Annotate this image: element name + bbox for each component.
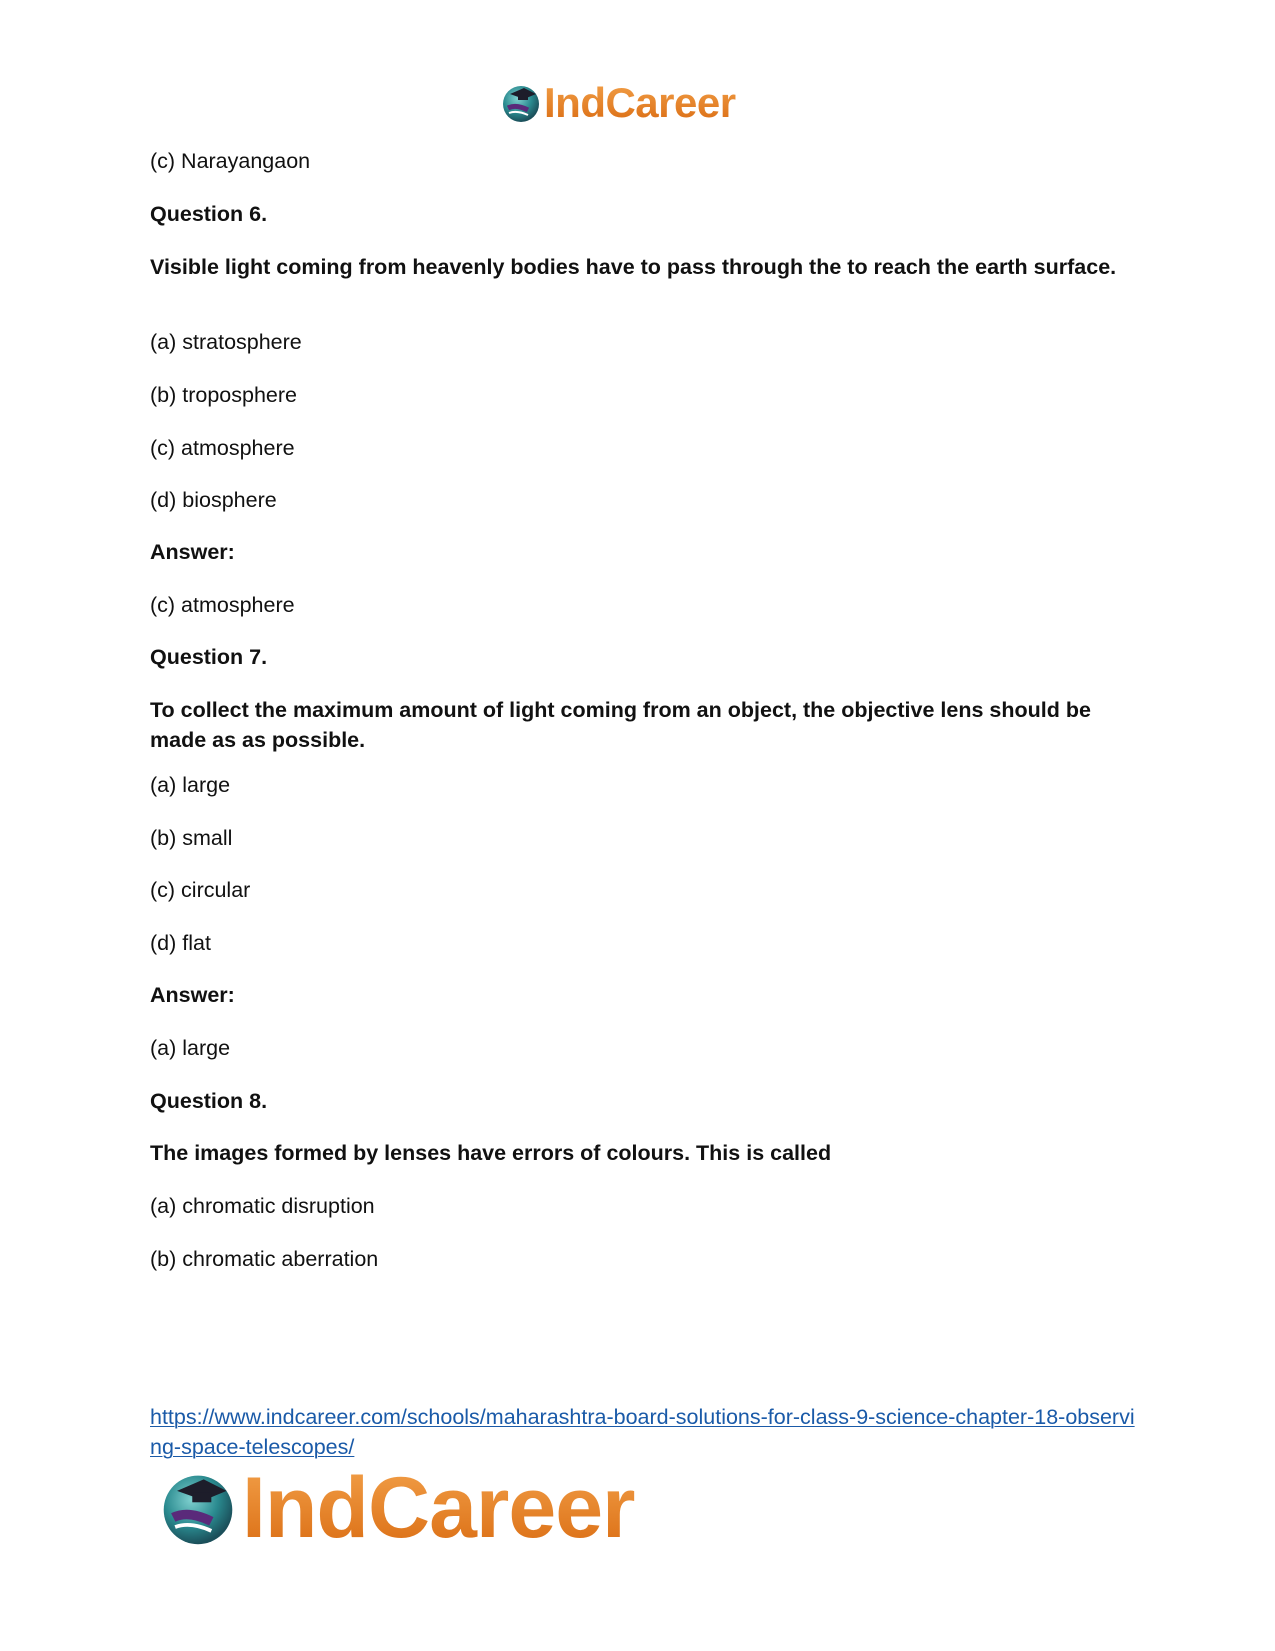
text-line: (c) circular xyxy=(150,878,251,902)
text-line: (b) troposphere xyxy=(150,383,297,407)
heading-line: Answer: xyxy=(150,983,235,1007)
globe-cap-icon xyxy=(500,82,542,124)
footer-logo xyxy=(158,1459,635,1556)
text-line: (c) atmosphere xyxy=(150,593,295,617)
heading-line: Question 6. xyxy=(150,202,268,226)
footer-link-container xyxy=(150,1402,1140,1462)
text-line: (c) Narayangaon xyxy=(150,149,311,173)
heading-line: The images formed by lenses have errors of colours. This is called xyxy=(150,1141,832,1165)
heading-line: To collect the maximum amount of light coming from an object, the objective lens should be made as as possible. xyxy=(150,698,1091,752)
text-line: (a) chromatic disruption xyxy=(150,1194,375,1218)
heading-line: Question 8. xyxy=(150,1089,268,1113)
text-line: (a) stratosphere xyxy=(150,330,302,354)
heading-line: Answer: xyxy=(150,540,235,564)
globe-cap-icon xyxy=(158,1467,238,1549)
text-line: (a) large xyxy=(150,773,231,797)
source-url-link[interactable]: https://www.indcareer.com/schools/maharashtra-board-solutions-for-class-9-science-chapter-18-observing-space-telescopes/ xyxy=(150,1405,1135,1459)
text-line: (d) flat xyxy=(150,931,211,955)
text-line: (c) atmosphere xyxy=(150,436,295,460)
logo-wordmark: IndCareer xyxy=(242,1459,635,1556)
heading-line: Visible light coming from heavenly bodies have to pass through the to reach the earth surface. xyxy=(150,255,1117,279)
text-line: (a) large xyxy=(150,1036,231,1060)
header-logo xyxy=(500,78,736,128)
text-line: (b) small xyxy=(150,826,233,850)
logo-wordmark: IndCareer xyxy=(544,79,736,126)
heading-line: Question 7. xyxy=(150,645,268,669)
text-line: (b) chromatic aberration xyxy=(150,1247,379,1271)
text-line: (d) biosphere xyxy=(150,488,277,512)
